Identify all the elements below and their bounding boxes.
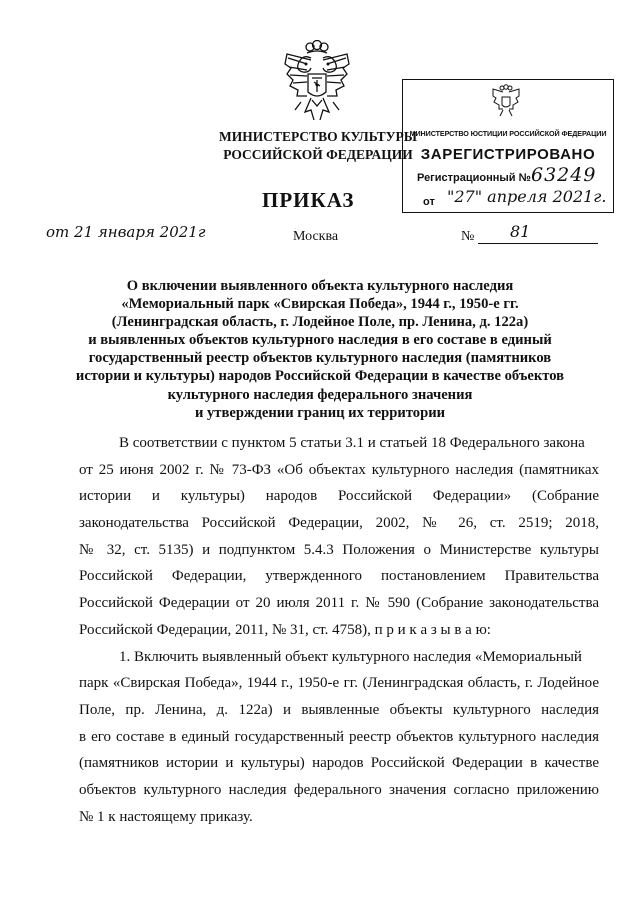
body-line: парк «Свирская Победа», 1944 г., 1950-е гг. (Ленинградская область, г. Лодейное <box>79 675 599 692</box>
russian-coat-of-arms-icon <box>491 84 521 118</box>
body-line: объектов культурного наследия федерального значения согласно приложению <box>79 781 599 798</box>
ministry-name <box>218 128 418 164</box>
ministry-line-2: РОССИЙСКОЙ ФЕДЕРАЦИИ <box>223 147 413 162</box>
body-line: законодательства Российской Федерации, 2002, № 26, ст. 2519; 2018, <box>79 515 599 532</box>
heading-line: и утверждении границ их территории <box>194 404 446 421</box>
ministry-line-1: МИНИСТЕРСТВО КУЛЬТУРЫ <box>218 129 418 144</box>
stamp-ministry: МИНИСТЕРСТВО ЮСТИЦИИ РОССИЙСКОЙ ФЕДЕРАЦИИ <box>409 129 607 138</box>
order-body <box>79 430 599 830</box>
body-line: № 32, ст. 5135) и подпунктом 5.4.3 Положения о Министерстве культуры <box>79 541 599 558</box>
heading-line: (Ленинградская область, г. Лодейное Поле, пр. Ленина, д. 122а) <box>111 314 529 331</box>
registration-stamp <box>402 79 614 213</box>
order-number-underline <box>478 243 598 244</box>
body-line: Поле, пр. Ленина, д. 122а) и выявленные объекты культурного наследия <box>79 701 599 718</box>
body-line: от 25 июня 2002 г. № 73-ФЗ «Об объектах культурного наследия (памятниках <box>79 461 599 478</box>
body-line: Российской Федерации от 20 июля 2011 г. № 590 (Собрание законодательства <box>79 595 599 612</box>
order-title: ПРИКАЗ <box>262 188 355 212</box>
body-line: Российской Федерации, утвержденного постановлением Правительства <box>79 568 599 585</box>
heading-line: О включении выявленного объекта культурного наследия <box>126 278 514 294</box>
stamp-registration-number: 63249 <box>531 164 597 186</box>
stamp-registered: ЗАРЕГИСТРИРОВАНО <box>420 146 596 163</box>
body-line: истории и культуры) народов Российской Федерации» (Собрание <box>79 488 599 505</box>
stamp-registration-label: Регистрационный № <box>417 172 531 184</box>
heading-line: и выявленных объектов культурного наследия в его составе в единый <box>88 332 552 349</box>
body-line: в его составе в единый государственный реестр объектов культурного наследия <box>79 728 599 745</box>
heading-line: государственный реестр объектов культурного наследия (памятников <box>88 350 552 367</box>
handwritten-date: от 21 января 2021г <box>46 223 206 241</box>
heading-line: «Мемориальный парк «Свирская Победа», 1944 г., 1950-е гг. <box>121 296 519 313</box>
russian-coat-of-arms-icon <box>281 40 353 126</box>
stamp-registration-date: "27" апреля 2021г. <box>447 187 607 206</box>
body-line: Российской Федерации, 2011, № 31, ст. 4758), п р и к а з ы в а ю: <box>79 621 491 638</box>
stamp-from-label: от <box>423 196 435 208</box>
city: Москва <box>293 229 339 244</box>
heading-line: культурного наследия федерального значения <box>167 386 473 403</box>
order-heading <box>60 277 580 422</box>
body-line: № 1 к настоящему приказу. <box>79 808 253 825</box>
body-line: В соответствии с пунктом 5 статьи 3.1 и статьей 18 Федерального закона <box>119 435 585 451</box>
heading-line: истории и культуры) народов Российской Федерации в качестве объектов <box>75 368 565 385</box>
order-number-label: № <box>461 229 475 244</box>
body-line: 1. Включить выявленный объект культурного наследия «Мемориальный <box>119 648 582 665</box>
handwritten-order-number: 81 <box>510 222 531 241</box>
body-line: (памятников истории и культуры) народов Российской Федерации в качестве <box>79 755 599 772</box>
